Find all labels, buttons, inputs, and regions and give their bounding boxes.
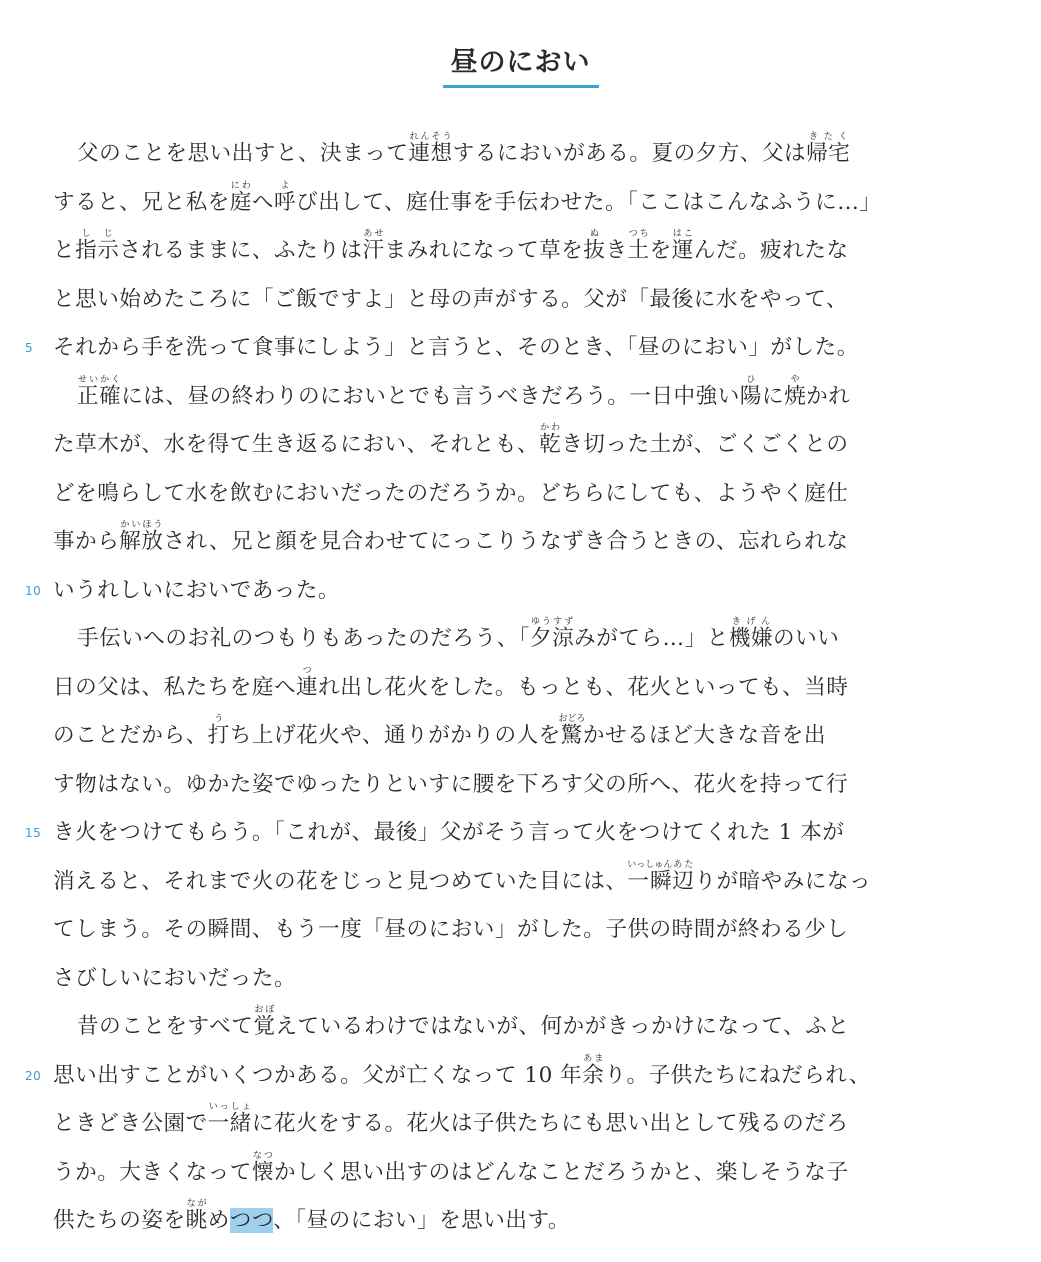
- text-line: [25, 316, 1003, 365]
- page-title: 昼のにおい: [443, 40, 599, 88]
- text-line: [25, 1044, 1003, 1093]
- line-text: うか。大きくなって懐なつかしく思い出すのはどんなことだろうかと、楽しそうな子: [53, 1150, 849, 1185]
- text-line: [53, 656, 1003, 705]
- line-text: 手伝いへのお礼のつもりもあったのだろう、「夕涼ゆうすずみがてら…」と機嫌きげんのいい: [77, 617, 840, 651]
- line-text: 昔のことをすべて覚おぼえているわけではないが、何かがきっかけになって、ふと: [77, 1005, 850, 1039]
- line-text: 事から解放かいほうされ、兄と顔を見合わせてにっこりうなずき合うときの、忘れられな: [53, 520, 849, 554]
- text-line: [53, 1189, 1003, 1238]
- line-text: さびしいにおいだった。: [53, 965, 297, 991]
- text-line: [53, 510, 1003, 559]
- line-text: 正確せいかくには、昼の終わりのにおいとでも言うべきだろう。一日中強い陽ひに焼やかれ: [77, 374, 851, 409]
- line-number: 20: [25, 1068, 42, 1083]
- text-line: [53, 413, 1003, 462]
- text-line: [53, 171, 1003, 220]
- text-line: [25, 801, 1003, 850]
- text-line: [53, 850, 1003, 899]
- line-text: 消えると、それまで火の花をじっと見つめていた目には、一瞬いっしゅん辺あたりが暗やみになっ: [53, 859, 872, 894]
- text-line: [53, 898, 1003, 947]
- text-line: [53, 704, 1003, 753]
- text-line: [53, 995, 1003, 1044]
- text-line: [53, 462, 1003, 511]
- line-text: き火をつけてもらう。「これが、最後」父がそう言って火をつけてくれた 1 本が: [53, 820, 845, 845]
- line-text: どを鳴らして水を飲むにおいだったのだろうか。どちらにしても、ようやく庭仕: [53, 480, 849, 506]
- line-number: 15: [25, 826, 42, 840]
- line-number: 10: [25, 583, 42, 598]
- text-line: [25, 559, 1003, 608]
- line-text: と指示しじされるままに、ふたりは汗あせまみれになって草を抜ぬき土つちを運はこんだ。疲れたな: [53, 229, 849, 263]
- line-text: た草木が、水を得て生き返るにおい、それとも、乾かわき切った土が、ごくごくとの: [53, 423, 849, 457]
- line-text: てしまう。その瞬間、もう一度「昼のにおい」がした。子供の時間が終わる少し: [53, 917, 849, 942]
- line-text: 供たちの姿を眺ながめつつ、「昼のにおい」を思い出す。: [53, 1199, 570, 1233]
- text-line: [53, 753, 1003, 802]
- line-number: 5: [25, 341, 34, 355]
- text-line: [53, 607, 1003, 656]
- text-line: [53, 219, 1003, 268]
- text-line: [53, 365, 1003, 414]
- line-text: 思い出すことがいくつかある。父が亡くなって 10 年余あまり。子供たちにねだられ、: [53, 1053, 871, 1088]
- line-text: 父のことを思い出すと、決まって連想れんそうするにおいがある。夏の夕方、父は帰宅きたく: [77, 132, 851, 166]
- body-text: [25, 122, 1003, 1238]
- line-text: のことだから、打うち上げ花火や、通りがかりの人を驚おどろかせるほど大きな音を出: [53, 714, 826, 748]
- text-line: [53, 1141, 1003, 1190]
- line-text: ときどき公園で一緒いっしょに花火をする。花火は子供たちにも思い出として残るのだろ: [53, 1102, 849, 1136]
- text-line: [53, 947, 1003, 996]
- line-text: すると、兄と私を庭にわへ呼よび出して、庭仕事を手伝わせた。「ここはこんなふうに…」: [53, 180, 882, 215]
- line-text: それから手を洗って食事にしよう」と言うと、そのとき、「昼のにおい」がした。: [53, 335, 859, 360]
- text-line: [53, 1092, 1003, 1141]
- line-text: す物はない。ゆかた姿でゆったりといすに腰を下ろす父の所へ、花火を持って行: [53, 771, 849, 797]
- title-container: [0, 40, 1041, 88]
- line-text: 日の父は、私たちを庭へ連つれ出し花火をした。もっとも、花火といっても、当時: [53, 665, 849, 700]
- line-text: と思い始めたころに「ご飯ですよ」と母の声がする。父が「最後に水をやって、: [53, 286, 848, 312]
- line-text: いうれしいにおいであった。: [53, 577, 341, 603]
- text-line: [53, 268, 1003, 317]
- text-line: [53, 122, 1003, 171]
